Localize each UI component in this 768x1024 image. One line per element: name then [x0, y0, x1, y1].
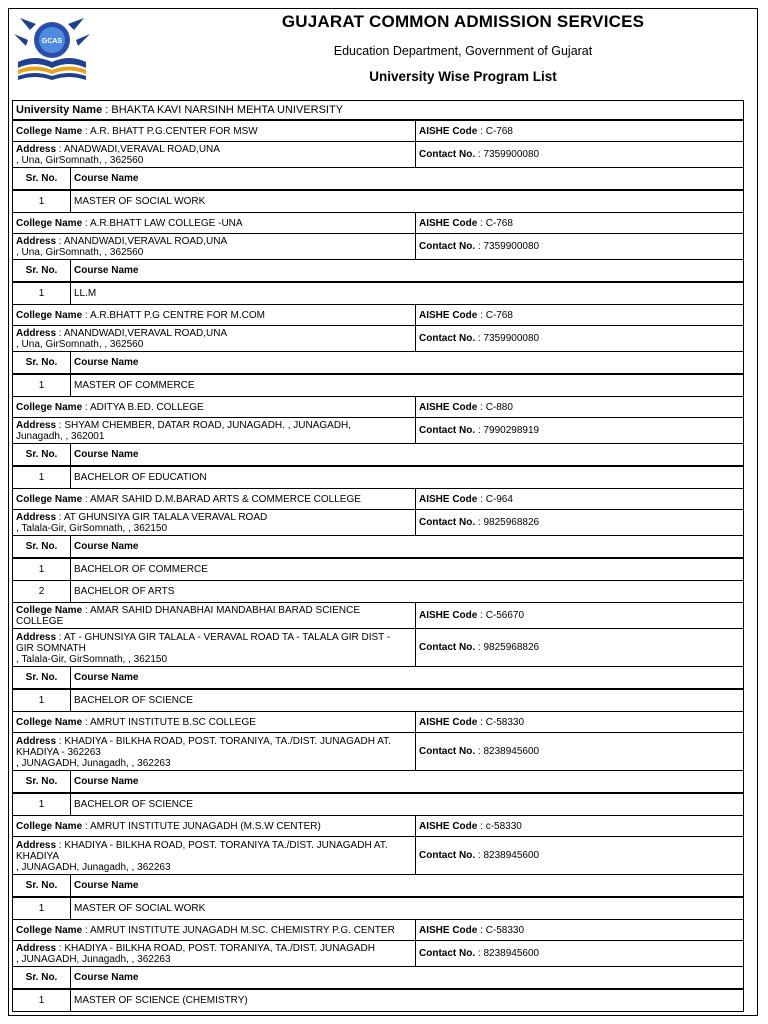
address-line-1: SHYAM CHEMBER, DATAR ROAD, JUNAGADH. , JUNAGADH, — [64, 420, 352, 431]
college-list — [13, 121, 743, 1012]
sr-no-header: Sr. No. — [13, 260, 71, 281]
college-name-label: College Name — [16, 717, 83, 728]
course-header-row — [13, 967, 743, 990]
college-name-label: College Name — [16, 605, 83, 616]
sr-no-header: Sr. No. — [13, 667, 71, 688]
college-name-row — [13, 305, 743, 326]
college-name: ADITYA B.ED. COLLEGE — [89, 402, 204, 413]
college-name-row — [13, 816, 743, 837]
college-name-label: College Name — [16, 310, 83, 321]
address-line-2: , Una, GirSomnath, , 362560 — [16, 247, 144, 258]
contact-cell: Contact No. : 7990298919 — [419, 425, 540, 436]
college-name-row — [13, 920, 743, 941]
university-cell: University Name : BHAKTA KAVI NARSINH MEHTA UNIVERSITY — [16, 103, 344, 116]
aishe-code: C-56670 — [485, 610, 525, 621]
course-sr-no: 1 — [13, 559, 71, 580]
address-label: Address — [16, 943, 57, 954]
college-name-text: College Name : AMRUT INSTITUTE JUNAGADH (M.S.W CENTER) — [16, 821, 321, 832]
address-line-1: AT - GHUNSIYA GIR TALALA - VERAVAL ROAD TA - TALALA GIR DIST - — [63, 631, 391, 643]
college-name: AMRUT INSTITUTE JUNAGADH (M.S.W CENTER) — [89, 821, 321, 832]
contact-number: 7359900080 — [483, 333, 540, 344]
address-cell — [13, 326, 416, 351]
contact-label: Contact No. — [419, 850, 476, 861]
address-line-2: , Talala-Gir, GirSomnath, , 362150 — [16, 653, 168, 665]
course-name-header: Course Name — [74, 265, 139, 276]
address-text: Address : KHADIYA - BILKHA ROAD, POST. TORANIYA, TA./DIST. JUNAGADH , JUNAGADH, Junagadh, , 362263 — [16, 943, 375, 965]
aishe-code: C-880 — [485, 401, 513, 413]
sr-no-header: Sr. No. — [13, 352, 71, 373]
address-text: Address : ANANDWADI,VERAVAL ROAD,UNA , Una, GirSomnath, , 362560 — [16, 328, 228, 350]
address-label: Address — [16, 839, 57, 851]
contact-cell: Contact No. : 9825968826 — [419, 517, 540, 528]
college-name: A.R. BHATT P.G.CENTER FOR MSW — [89, 126, 258, 137]
course-row — [13, 581, 743, 603]
contact-number: 8238945600 — [483, 850, 540, 861]
aishe-label: AISHE Code — [419, 610, 478, 621]
course-row — [13, 690, 743, 712]
course-name: BACHELOR OF SCIENCE — [74, 695, 193, 706]
college-name-text: College Name : A.R. BHATT P.G.CENTER FOR MSW — [16, 126, 258, 137]
address-cell — [13, 941, 416, 966]
contact-number: 7359900080 — [483, 241, 540, 252]
address-line-1: KHADIYA - BILKHA ROAD, POST. TORANIYA, TA./DIST. JUNAGADH AT. — [64, 735, 391, 747]
aishe-cell: AISHE Code : C-58330 — [419, 924, 525, 936]
address-line-2: Junagadh, , 362001 — [16, 431, 105, 442]
address-line-1-continued: KHADIYA - 362263 — [16, 746, 101, 758]
course-sr-no: 1 — [13, 191, 71, 212]
course-row — [13, 898, 743, 920]
aishe-label: AISHE Code — [419, 716, 478, 728]
program-table — [12, 100, 744, 1012]
college-name: AMRUT INSTITUTE JUNAGADH M.SC. CHEMISTRY P.G. CENTER — [89, 925, 395, 936]
address-line-1: ANANDWADI,VERAVAL ROAD,UNA — [63, 328, 228, 339]
address-text: Address : KHADIYA - BILKHA ROAD, POST. TORANIYA, TA./DIST. JUNAGADH AT. KHADIYA - 362263 , JUNAGADH, Junagadh, , 362263 — [16, 735, 391, 769]
university-name: BHAKTA KAVI NARSINH MEHTA UNIVERSITY — [111, 103, 344, 116]
course-header-row — [13, 352, 743, 375]
address-cell — [13, 837, 416, 874]
address-line-1-continued: GIR SOMNATH — [16, 642, 86, 654]
address-label: Address — [16, 420, 57, 431]
college-name-cell — [13, 397, 416, 417]
aishe-cell: AISHE Code : C-880 — [419, 401, 513, 413]
college-name-cell — [13, 603, 416, 628]
aishe-label: AISHE Code — [419, 493, 478, 505]
contact-cell: Contact No. : 8238945600 — [419, 746, 540, 757]
aishe-code: C-58330 — [485, 924, 525, 936]
course-name-header: Course Name — [74, 972, 139, 983]
address-label: Address — [16, 328, 57, 339]
svg-text:GCAS: GCAS — [41, 38, 63, 45]
college-name-text: College Name : AMAR SAHID DHANABHAI MANDABHAI BARAD SCIENCE COLLEGE — [16, 605, 360, 627]
course-header-row — [13, 875, 743, 898]
college-address-row — [13, 941, 743, 967]
contact-label: Contact No. — [419, 746, 476, 757]
aishe-label: AISHE Code — [419, 125, 478, 137]
college-name-text: College Name : AMAR SAHID D.M.BARAD ARTS & COMMERCE COLLEGE — [16, 494, 361, 505]
course-name-header: Course Name — [74, 357, 139, 368]
course-sr-no: 1 — [13, 375, 71, 396]
college-name: A.R.BHATT P.G CENTRE FOR M.COM — [89, 310, 265, 321]
course-row — [13, 191, 743, 213]
course-name: BACHELOR OF ARTS — [74, 586, 175, 597]
aishe-code: C-768 — [485, 125, 513, 137]
college-name-cell — [13, 712, 416, 732]
aishe-code: C-58330 — [485, 716, 525, 728]
course-row — [13, 375, 743, 397]
address-line-1: KHADIYA - BILKHA ROAD, POST. TORANIYA TA./DIST. JUNAGADH AT. — [64, 839, 388, 851]
course-name-header: Course Name — [74, 880, 139, 891]
college-name: AMAR SAHID DHANABHAI MANDABHAI BARAD SCIENCE — [89, 605, 360, 616]
aishe-cell: AISHE Code : C-768 — [419, 125, 513, 137]
address-text: Address : SHYAM CHEMBER, DATAR ROAD, JUNAGADH. , JUNAGADH, Junagadh, , 362001 — [16, 420, 352, 442]
contact-label: Contact No. — [419, 149, 476, 160]
college-name-row — [13, 489, 743, 510]
contact-cell: Contact No. : 7359900080 — [419, 333, 540, 344]
college-name: AMAR SAHID D.M.BARAD ARTS & COMMERCE COLLEGE — [89, 494, 361, 505]
contact-label: Contact No. — [419, 241, 476, 252]
college-name-cell — [13, 305, 416, 325]
college-name-text: College Name : A.R.BHATT P.G CENTRE FOR M.COM — [16, 310, 265, 321]
course-header-row — [13, 168, 743, 191]
contact-number: 9825968826 — [483, 642, 540, 653]
course-name-header: Course Name — [74, 541, 139, 552]
address-label: Address — [16, 236, 57, 247]
college-name: A.R.BHATT LAW COLLEGE -UNA — [89, 218, 243, 229]
aishe-cell: AISHE Code : C-58330 — [419, 716, 525, 728]
sr-no-header: Sr. No. — [13, 168, 71, 189]
address-label: Address — [16, 512, 57, 523]
aishe-code: C-964 — [485, 493, 513, 505]
address-line-2: , Talala-Gir, GirSomnath, , 362150 — [16, 523, 168, 534]
aishe-cell: AISHE Code : C-768 — [419, 309, 513, 321]
course-row — [13, 467, 743, 489]
address-cell — [13, 629, 416, 666]
sr-no-header: Sr. No. — [13, 771, 71, 792]
course-sr-no: 1 — [13, 283, 71, 304]
address-line-2: , Una, GirSomnath, , 362560 — [16, 155, 144, 166]
aishe-label: AISHE Code — [419, 401, 478, 413]
sr-no-header: Sr. No. — [13, 444, 71, 465]
college-name-cell — [13, 920, 416, 940]
aishe-label: AISHE Code — [419, 820, 478, 832]
address-cell — [13, 418, 416, 443]
contact-number: 7359900080 — [483, 149, 540, 160]
page-title: GUJARAT COMMON ADMISSION SERVICES — [281, 12, 645, 31]
aishe-code: c-58330 — [485, 820, 522, 832]
aishe-code: C-768 — [485, 309, 513, 321]
contact-label: Contact No. — [419, 425, 476, 436]
college-name-row — [13, 213, 743, 234]
contact-number: 9825968826 — [483, 517, 540, 528]
college-name-label: College Name — [16, 925, 83, 936]
college-name-cell — [13, 489, 416, 509]
college-name-continued: COLLEGE — [16, 616, 64, 627]
college-address-row — [13, 837, 743, 875]
course-header-row — [13, 444, 743, 467]
aishe-label: AISHE Code — [419, 924, 478, 936]
address-cell — [13, 510, 416, 535]
course-sr-no: 1 — [13, 690, 71, 711]
college-name-row — [13, 603, 743, 629]
address-label: Address — [16, 144, 57, 155]
aishe-label: AISHE Code — [419, 217, 478, 229]
address-line-1: ANADWADI,VERAVAL ROAD,UNA — [63, 144, 220, 155]
college-address-row — [13, 629, 743, 667]
course-name-header: Course Name — [74, 173, 139, 184]
college-address-row — [13, 234, 743, 260]
address-label: Address — [16, 631, 57, 643]
aishe-code: C-768 — [485, 217, 513, 229]
course-name-header: Course Name — [74, 776, 139, 787]
course-header-row — [13, 771, 743, 794]
contact-cell: Contact No. : 7359900080 — [419, 149, 540, 160]
page-subtitle: Education Department, Government of Gujarat — [333, 44, 593, 58]
gcas-logo — [10, 10, 94, 84]
course-sr-no: 1 — [13, 467, 71, 488]
contact-cell: Contact No. : 7359900080 — [419, 241, 540, 252]
course-sr-no: 1 — [13, 898, 71, 919]
college-name-cell — [13, 816, 416, 836]
address-line-2: , JUNAGADH, Junagadh, , 362263 — [16, 954, 171, 965]
college-name: AMRUT INSTITUTE B.SC COLLEGE — [89, 717, 256, 728]
course-sr-no: 2 — [13, 581, 71, 602]
course-name: MASTER OF COMMERCE — [74, 380, 195, 391]
course-name-header: Course Name — [74, 449, 139, 460]
university-label: University Name — [16, 103, 103, 116]
college-name-text: College Name : A.R.BHATT LAW COLLEGE -UNA — [16, 218, 243, 229]
contact-number: 7990298919 — [483, 425, 540, 436]
address-line-1-continued: KHADIYA — [16, 850, 60, 862]
course-header-row — [13, 536, 743, 559]
aishe-cell: AISHE Code : C-964 — [419, 493, 513, 505]
course-name: BACHELOR OF COMMERCE — [74, 564, 208, 575]
college-address-row — [13, 142, 743, 168]
course-row — [13, 990, 743, 1012]
college-name-cell — [13, 213, 416, 233]
contact-label: Contact No. — [419, 642, 476, 653]
course-header-row — [13, 260, 743, 283]
course-row — [13, 559, 743, 581]
address-cell — [13, 234, 416, 259]
aishe-cell: AISHE Code : c-58330 — [419, 820, 522, 832]
address-line-2: , JUNAGADH, Junagadh, , 362263 — [16, 861, 171, 873]
college-address-row — [13, 733, 743, 771]
contact-cell: Contact No. : 8238945600 — [419, 850, 540, 861]
college-address-row — [13, 326, 743, 352]
address-label: Address — [16, 735, 57, 747]
college-name-row — [13, 121, 743, 142]
college-name-label: College Name — [16, 218, 83, 229]
college-name-cell — [13, 121, 416, 141]
contact-label: Contact No. — [419, 948, 476, 959]
address-text: Address : AT - GHUNSIYA GIR TALALA - VERAVAL ROAD TA - TALALA GIR DIST - GIR SOMNATH , Talala-Gir, GirSomnath, , 362150 — [16, 631, 391, 665]
address-line-1: KHADIYA - BILKHA ROAD, POST. TORANIYA, TA./DIST. JUNAGADH — [64, 943, 375, 954]
college-name-text: College Name : AMRUT INSTITUTE B.SC COLLEGE — [16, 717, 256, 728]
college-name-row — [13, 712, 743, 733]
address-text: Address : ANADWADI,VERAVAL ROAD,UNA , Una, GirSomnath, , 362560 — [16, 144, 220, 166]
address-line-2: , JUNAGADH, Junagadh, , 362263 — [16, 757, 171, 769]
sr-no-header: Sr. No. — [13, 875, 71, 896]
course-sr-no: 1 — [13, 794, 71, 815]
college-name-text: College Name : AMRUT INSTITUTE JUNAGADH M.SC. CHEMISTRY P.G. CENTER — [16, 925, 395, 936]
college-name-text: College Name : ADITYA B.ED. COLLEGE — [16, 402, 204, 413]
sr-no-header: Sr. No. — [13, 967, 71, 988]
course-name: MASTER OF SCIENCE (CHEMISTRY) — [74, 995, 248, 1006]
college-name-label: College Name — [16, 494, 83, 505]
address-text: Address : KHADIYA - BILKHA ROAD, POST. TORANIYA TA./DIST. JUNAGADH AT. KHADIYA , JUNAGADH, Junagadh, , 362263 — [16, 839, 388, 873]
contact-label: Contact No. — [419, 517, 476, 528]
course-name: LL.M — [74, 288, 97, 299]
contact-number: 8238945600 — [483, 746, 540, 757]
aishe-cell: AISHE Code : C-56670 — [419, 610, 525, 621]
address-text: Address : ANANDWADI,VERAVAL ROAD,UNA , Una, GirSomnath, , 362560 — [16, 236, 228, 258]
course-row — [13, 283, 743, 305]
college-address-row — [13, 418, 743, 444]
university-row — [13, 100, 743, 121]
list-title: University Wise Program List — [369, 69, 557, 84]
address-text: Address : AT GHUNSIYA GIR TALALA VERAVAL ROAD , Talala-Gir, GirSomnath, , 362150 — [16, 512, 268, 534]
college-address-row — [13, 510, 743, 536]
contact-number: 8238945600 — [483, 948, 540, 959]
contact-cell: Contact No. : 8238945600 — [419, 948, 540, 959]
college-name-label: College Name — [16, 402, 83, 413]
course-name: BACHELOR OF SCIENCE — [74, 799, 193, 810]
college-name-label: College Name — [16, 821, 83, 832]
address-line-2: , Una, GirSomnath, , 362560 — [16, 339, 144, 350]
aishe-cell: AISHE Code : C-768 — [419, 217, 513, 229]
aishe-label: AISHE Code — [419, 309, 478, 321]
address-cell — [13, 733, 416, 770]
course-name: BACHELOR OF EDUCATION — [74, 472, 207, 483]
course-row — [13, 794, 743, 816]
college-name-label: College Name — [16, 126, 83, 137]
address-cell — [13, 142, 416, 167]
course-sr-no: 1 — [13, 990, 71, 1011]
address-line-1: AT GHUNSIYA GIR TALALA VERAVAL ROAD — [63, 512, 268, 523]
contact-cell: Contact No. : 9825968826 — [419, 642, 540, 653]
course-name: MASTER OF SOCIAL WORK — [74, 903, 206, 914]
sr-no-header: Sr. No. — [13, 536, 71, 557]
address-line-1: ANANDWADI,VERAVAL ROAD,UNA — [63, 236, 228, 247]
contact-label: Contact No. — [419, 333, 476, 344]
course-name: MASTER OF SOCIAL WORK — [74, 196, 206, 207]
course-header-row — [13, 667, 743, 690]
course-name-header: Course Name — [74, 672, 139, 683]
college-name-row — [13, 397, 743, 418]
